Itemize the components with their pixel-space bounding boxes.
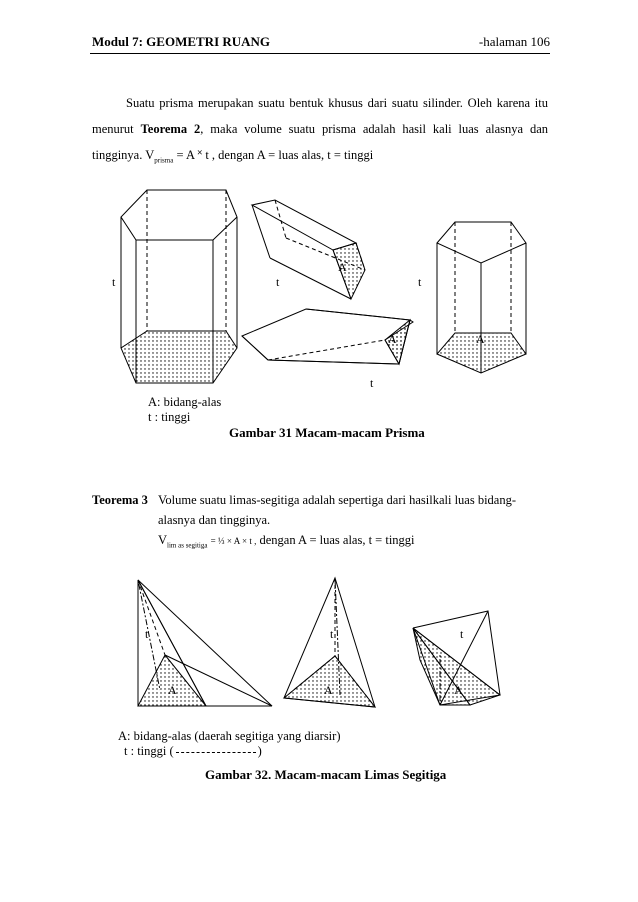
figure-32-pyramids	[0, 560, 638, 720]
formula2-desc: dengan A = luas alas, t = tinggi	[259, 533, 415, 547]
legend-31-line2: t : tinggi	[148, 410, 191, 424]
theorem-3-line2: alasnya dan tingginya.	[158, 513, 271, 527]
label-a-prism-upper: A	[338, 260, 347, 274]
figure-32-legend	[118, 729, 341, 759]
legend-31-line1: A: bidang-alas	[148, 395, 222, 409]
pyramid-left	[138, 580, 272, 706]
intro-text: Suatu prisma merupakan suatu bentuk khusus dari suatu silinder. Oleh karena itu menurut	[92, 96, 548, 136]
label-a-pyr-right: A	[454, 683, 463, 697]
header-module-title: Modul 7: GEOMETRI RUANG	[92, 34, 271, 49]
triangular-prism-upper	[252, 200, 365, 299]
legend-32-line2	[118, 744, 341, 759]
label-t-pent: t	[418, 275, 422, 289]
label-a-pent: A	[476, 332, 485, 346]
legend-32-line2a: t : tinggi (	[124, 744, 174, 758]
formula-desc: , dengan A = luas alas, t = tinggi	[211, 148, 374, 162]
label-a-pyr-left: A	[168, 683, 177, 697]
formula-v: V	[145, 148, 155, 162]
theorem-3-label: Teorema 3	[92, 493, 148, 507]
header-page-number: -halaman 106	[478, 34, 550, 49]
formula-rest: = A ˟ t	[176, 148, 209, 162]
legend-32-line2b: )	[257, 744, 262, 758]
formula2-sub: lim as segitiga	[167, 541, 208, 550]
label-t-hex: t	[112, 275, 116, 289]
volume-formula-limas	[158, 533, 415, 550]
formula-sub: prisma	[154, 156, 174, 165]
figure-31-legend	[148, 395, 221, 425]
label-a-pyr-middle: A	[324, 683, 333, 697]
pentagonal-prism-right	[437, 222, 526, 373]
formula2-frac: = ⅓ × A × t ,	[210, 536, 257, 546]
intro-text-2: , maka volume suatu prisma adalah hasil kali luas alasnya dan tingginya.	[92, 122, 549, 162]
label-t-pyr-middle: t	[330, 627, 334, 641]
legend-32-dashline	[176, 752, 256, 753]
intro-theorem-ref: Teorema 2	[140, 122, 201, 136]
legend-32-line1: A: bidang-alas (daerah segitiga yang diarsir)	[118, 729, 341, 743]
hexagonal-prism-left	[121, 190, 237, 383]
theorem-3	[92, 487, 516, 513]
figure-31-caption: Gambar 31 Macam-macam Prisma	[229, 425, 425, 440]
figure-32-caption: Gambar 32. Macam-macam Limas Segitiga	[205, 767, 447, 782]
label-t-prism-lower: t	[370, 376, 374, 390]
theorem-3-line1: Volume suatu limas-segitiga adalah sepertiga dari hasilkali luas bidang-	[158, 493, 517, 507]
label-a-prism-lower: A	[388, 332, 397, 346]
label-t-pyr-left: t	[145, 627, 149, 641]
formula2-v: V	[158, 533, 168, 547]
label-t-pyr-right: t	[460, 627, 464, 641]
label-t-prism-upper: t	[276, 275, 280, 289]
